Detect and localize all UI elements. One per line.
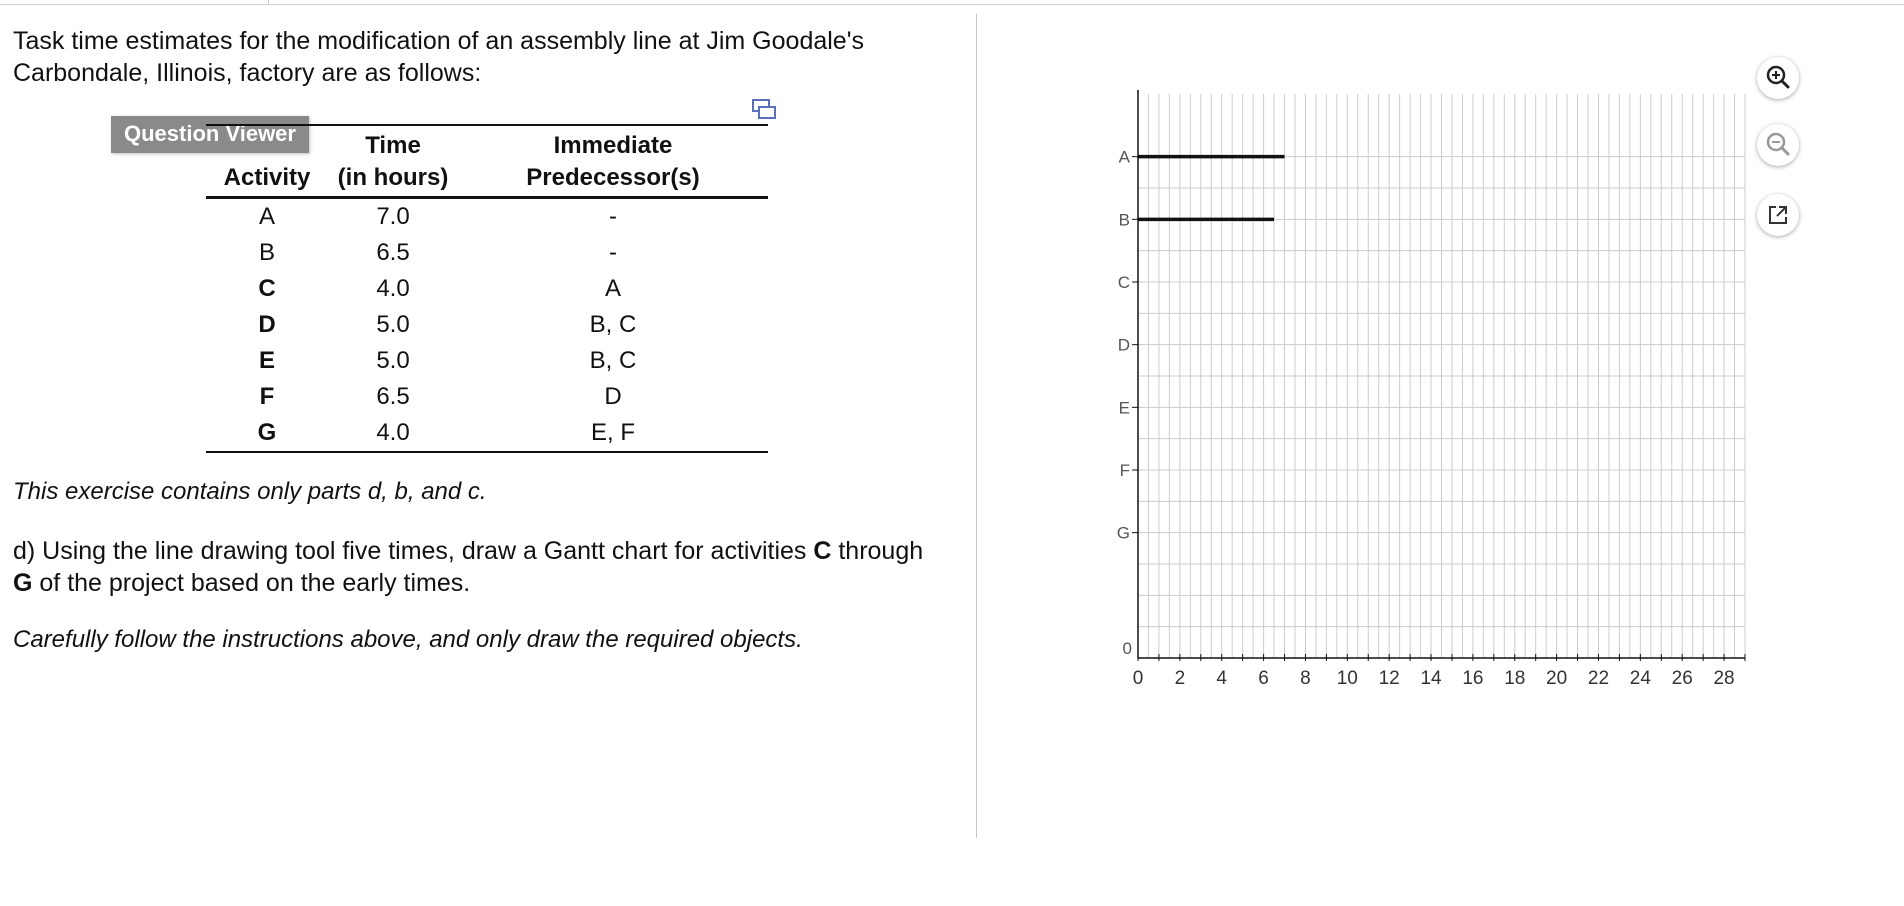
x-tick-label: 12 (1378, 668, 1400, 689)
top-tick (268, 0, 269, 4)
x-tick-label: 24 (1629, 668, 1651, 689)
y-category-label: D (1117, 335, 1130, 355)
part-d-before: d) Using the line drawing tool five times, draw a Gantt chart for activities (13, 537, 814, 565)
x-tick-label: 2 (1174, 668, 1186, 689)
table-row (206, 415, 768, 452)
table-row (206, 379, 768, 415)
cell-time: 7.0 (376, 203, 410, 230)
cell-activity: B (258, 239, 275, 266)
intro-text: Task time estimates for the modification of an assembly line at Jim Goodale's Carbondale, Illinois, factory are as follows: (13, 27, 864, 87)
cell-activity: G (257, 419, 277, 446)
x-tick-label: 22 (1587, 668, 1610, 689)
header-time-line1: Time (365, 132, 421, 159)
y-category-label: E (1118, 398, 1130, 418)
cell-activity: C (258, 275, 276, 302)
part-d-after: of the project based on the early times. (32, 569, 471, 597)
y-category-label: B (1118, 210, 1130, 230)
table-expand-icon[interactable] (752, 98, 776, 120)
header-activity: Activity (223, 164, 311, 191)
cell-pred: A (604, 275, 621, 302)
x-tick-label: 28 (1713, 668, 1735, 689)
cell-pred: B, C (589, 347, 637, 374)
pane-divider[interactable] (976, 14, 977, 838)
x-tick-label: 14 (1420, 668, 1442, 689)
x-tick-label: 10 (1336, 668, 1358, 689)
table-row (206, 307, 768, 343)
x-tick-label: 18 (1504, 668, 1526, 689)
question-viewer-badge[interactable]: Question Viewer (111, 116, 309, 153)
header-time-line2: (in hours) (337, 164, 449, 191)
zoom-in-button[interactable] (1757, 57, 1799, 99)
zoom-out-icon (1757, 124, 1799, 166)
top-rule (0, 4, 1904, 5)
part-d-bold-c: C (813, 537, 832, 565)
cell-time: 4.0 (376, 419, 410, 446)
part-d-bold-g: G (13, 569, 33, 597)
cell-time: 5.0 (376, 347, 410, 374)
header-pred-line1: Immediate (553, 132, 673, 159)
part-d-instructions (13, 535, 973, 599)
zoom-out-button[interactable] (1757, 124, 1799, 166)
cell-pred: - (609, 203, 617, 230)
exercise-parts-note: This exercise contains only parts d, b, and c. (13, 478, 487, 505)
question-pane (13, 25, 963, 89)
y-category-label: A (1118, 147, 1130, 167)
y-origin-label: 0 (1122, 639, 1132, 658)
cell-time: 6.5 (376, 239, 410, 266)
cell-pred: - (609, 239, 617, 266)
popout-icon (1757, 194, 1799, 236)
cell-time: 5.0 (376, 311, 410, 338)
x-tick-label: 20 (1546, 668, 1568, 689)
header-activity-spacer (206, 125, 328, 162)
follow-instructions-note: Carefully follow the instructions above, and only draw the required objects. (13, 626, 803, 653)
cell-pred: B, C (589, 311, 637, 338)
x-tick-label: 8 (1300, 668, 1311, 689)
cell-activity: E (258, 347, 275, 374)
zoom-in-icon (1757, 57, 1799, 99)
popout-button[interactable] (1757, 194, 1799, 236)
x-tick-label: 26 (1671, 668, 1693, 689)
table-row (206, 271, 768, 307)
x-tick-label: 6 (1258, 668, 1269, 689)
cell-time: 4.0 (376, 275, 410, 302)
cell-pred: E, F (590, 419, 635, 446)
cell-activity: F (259, 383, 275, 410)
cell-pred: D (604, 383, 622, 410)
cell-time: 6.5 (376, 383, 410, 410)
header-pred-line2: Predecessor(s) (526, 164, 700, 191)
y-category-label: C (1117, 273, 1130, 292)
x-tick-label: 16 (1462, 668, 1484, 689)
x-tick-label: 0 (1132, 668, 1144, 689)
table-row (206, 235, 768, 271)
y-category-label: F (1119, 461, 1130, 480)
cell-activity: D (258, 311, 276, 338)
part-d-middle: through (831, 537, 924, 565)
task-table (206, 124, 768, 453)
x-tick-label: 4 (1216, 668, 1228, 689)
table-row (206, 343, 768, 379)
y-category-label: G (1116, 523, 1130, 543)
table-row (206, 198, 768, 236)
gantt-chart[interactable] (1100, 80, 1760, 700)
cell-activity: A (258, 203, 275, 230)
